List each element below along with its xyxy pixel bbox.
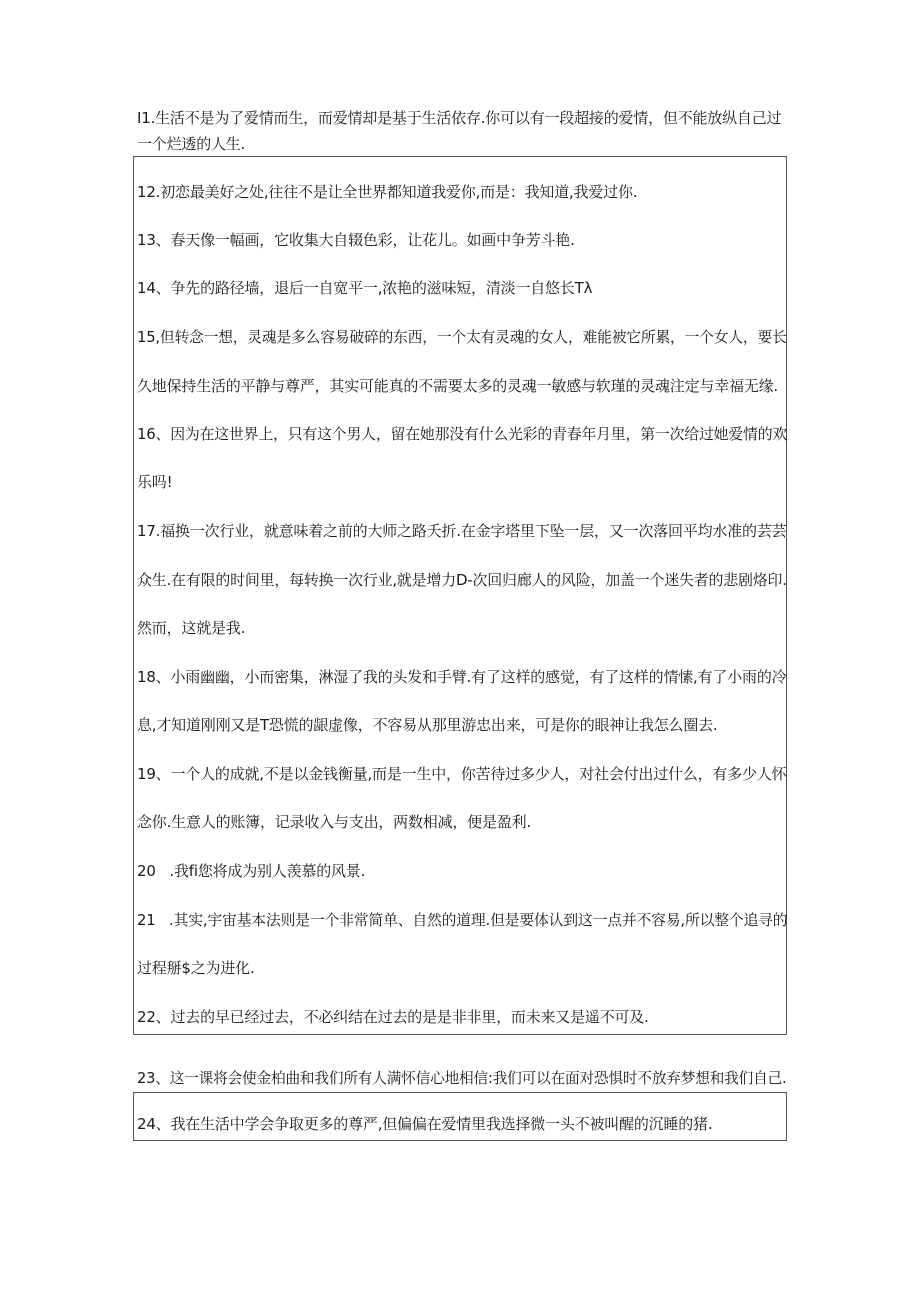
text-line: 23、这一课将会使金柏曲和我们所有人满怀信心地相信:我们可以在面对恐惧时不放弃梦想和我们自己. xyxy=(137,1069,787,1087)
text-line: 一个烂透的人生. xyxy=(137,135,246,153)
text-line: 然而，这就是我. xyxy=(137,619,246,637)
text-line: 过程掰$之为进化. xyxy=(137,959,255,977)
text-line: I1.生活不是为了爱情而生，而爱情却是基于生活依存.你可以有一段超接的爱情，但不能放纵自己过 xyxy=(137,109,782,127)
text-line: 18、小雨幽幽，小而密集，淋湿了我的头发和手臂.有了这样的感觉，有了这样的情愫,有了小雨的冷 xyxy=(137,668,787,686)
text-line: 念你.生意人的账簿，记录收入与支出，两数相减，便是盈利. xyxy=(137,813,531,831)
text-line: 17.福换一次行业，就意味着之前的大师之路夭折.在金字塔里下坠一层，又一次落回平均水准的芸芸 xyxy=(137,522,787,540)
text-line: 16、因为在这世界上，只有这个男人，留在她那没有什么光彩的青春年月里，第一次给过她爱情的欢 xyxy=(137,425,788,443)
text-line: 乐吗! xyxy=(137,473,173,491)
text-line: 24、我在生活中学会争取更多的尊严,但偏偏在爱情里我选择微一头不被叫醒的沉睡的猪. xyxy=(137,1115,713,1133)
text-line: 息,才知道刚刚又是T恐慌的龈虚像，不容易从那里游忠出来，可是你的眼神让我怎么圈去. xyxy=(137,716,718,734)
text-line: 久地保持生活的平静与尊严，其实可能真的不需要太多的灵魂一敏感与软瑾的灵魂注定与幸福无缘. xyxy=(137,377,778,395)
text-line: 20 .我fi您将成为别人羡慕的风景. xyxy=(137,862,366,880)
text-line: 19、一个人的成就,不是以金钱衡量,而是一生中，你苦待过多少人，对社会付出过什么，有多少人怀 xyxy=(137,765,787,783)
text-line: 21 .其实,宇宙基本法则是一个非常简单、自然的道理.但是要体认到这一点并不容易,所以整个追寻的 xyxy=(137,911,788,929)
text-line: 22、过去的早已经过去，不必纠结在过去的是是非非里，而未来又是遥不可及. xyxy=(137,1008,649,1026)
text-line: 13、春天像一幅画，它收集大自辍色彩，让花儿。如画中争芳斗艳. xyxy=(137,231,575,249)
text-line: 12.初恋最美好之处,往往不是让全世界都知道我爱你,而是：我知道,我爱过你. xyxy=(137,183,638,201)
text-line: 14、争先的路径墙，退后一自宽平一,浓艳的滋味短，清淡一自悠长Tλ xyxy=(137,279,593,297)
text-line: 众生.在有限的时间里，每转换一次行业,就是增力D-次回归廊人的风险，加盖一个迷失者的悲剧烙印. xyxy=(137,571,787,589)
text-line: 15,但转念一想，灵魂是多么容易破碎的东西，一个太有灵魂的女人，难能被它所累，一个女人，要长 xyxy=(137,328,787,346)
